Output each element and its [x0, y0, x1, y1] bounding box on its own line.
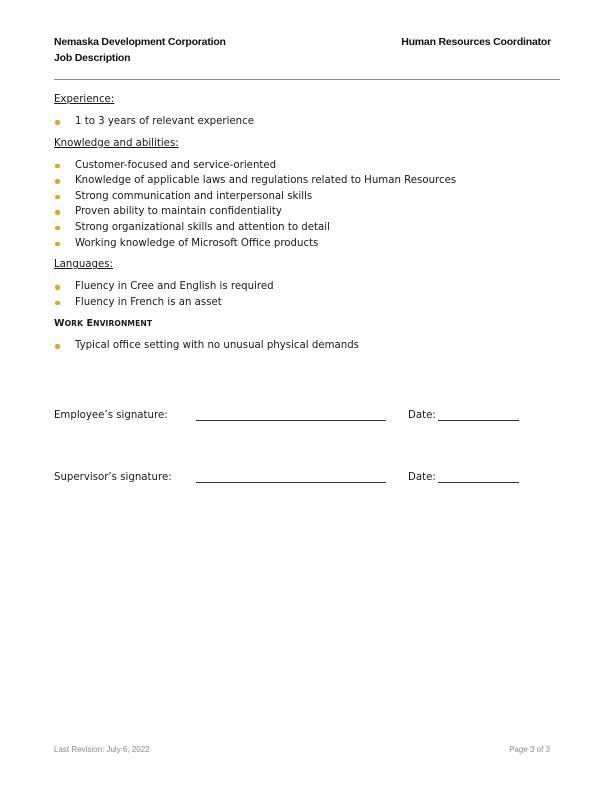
knowledge-heading: Knowledge and abilities:: [54, 137, 179, 149]
last-revision: Last Revision: July 6, 2022: [54, 745, 150, 754]
supervisor-date-label: Date:: [408, 472, 436, 483]
list-item: Typical office setting with no unusual physical demands: [54, 338, 554, 354]
supervisor-signature-label: Supervisor’s signature:: [54, 472, 172, 483]
employee-signature-field[interactable]: [196, 420, 386, 421]
header-left: [54, 34, 226, 66]
languages-heading: Languages:: [54, 259, 114, 271]
experience-list: [54, 114, 554, 130]
list-item: Fluency in French is an asset: [54, 295, 554, 311]
list-item: Strong communication and interpersonal skills: [54, 189, 554, 205]
job-description-body: [54, 93, 554, 361]
heading-initial: W: [54, 318, 65, 330]
list-item: Knowledge of applicable laws and regulations related to Human Resources: [54, 173, 554, 189]
employee-date-label: Date:: [408, 410, 436, 421]
header-divider: [54, 79, 560, 80]
list-item: Fluency in Cree and English is required: [54, 279, 554, 295]
work-environment-list: [54, 338, 554, 354]
document-type: Job Description: [54, 52, 131, 64]
list-item: Strong organizational skills and attention to detail: [54, 220, 554, 236]
list-item: Working knowledge of Microsoft Office products: [54, 236, 554, 252]
experience-heading: Experience:: [54, 94, 115, 105]
employee-date-field[interactable]: [438, 420, 519, 421]
list-item: Customer-focused and service-oriented: [54, 158, 554, 174]
languages-list: [54, 279, 554, 310]
position-title: Human Resources Coordinator: [401, 36, 551, 48]
supervisor-date-field[interactable]: [438, 482, 519, 483]
employee-signature-label: Employee’s signature:: [54, 410, 168, 421]
knowledge-list: [54, 158, 554, 252]
organization-name: Nemaska Development Corporation: [54, 36, 226, 48]
heading-smallcaps: NVIRONMENT: [93, 319, 153, 329]
list-item: 1 to 3 years of relevant experience: [54, 114, 554, 130]
page-number: Page 3 of 3: [509, 745, 550, 754]
list-item: Proven ability to maintain confidentiality: [54, 204, 554, 220]
heading-initial: E: [86, 318, 94, 330]
supervisor-signature-field[interactable]: [196, 482, 386, 483]
work-environment-heading: [54, 317, 554, 331]
heading-smallcaps: ORK: [64, 319, 84, 329]
